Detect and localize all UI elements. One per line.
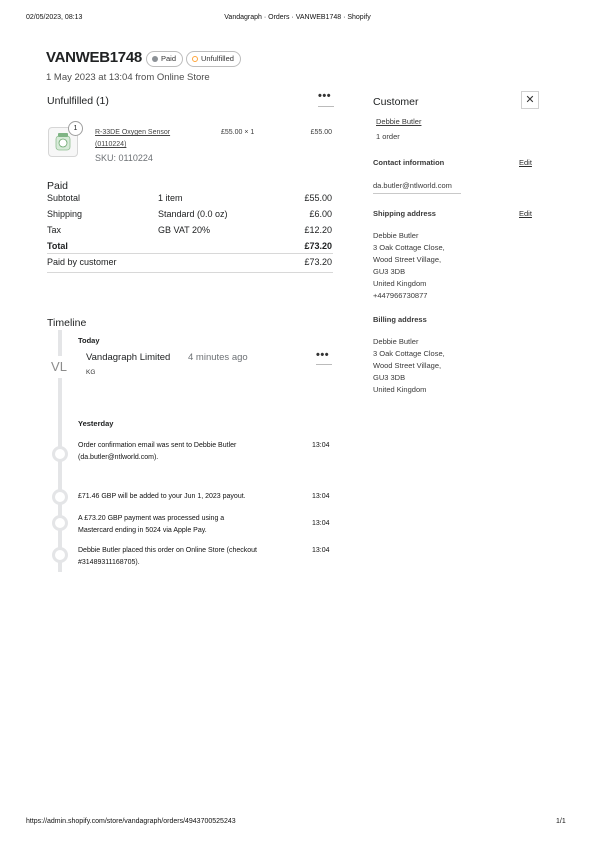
timeline-event-line2: (da.butler@ntlworld.com).: [78, 454, 159, 461]
quantity-badge: 1: [68, 121, 83, 136]
timeline-dot: [52, 515, 68, 531]
status-ring-icon: [192, 56, 198, 62]
payment-divider: [47, 253, 333, 254]
timeline-event-line1: Order confirmation email was sent to Debbie Butler: [78, 442, 237, 449]
timeline-event-time: 13:04: [312, 547, 330, 554]
billing-line: United Kingdom: [373, 385, 427, 394]
comment-time: 4 minutes ago: [188, 352, 248, 363]
fulfillment-status-label: Unfulfilled: [201, 54, 234, 63]
customer-order-count: 1 order: [376, 132, 400, 141]
order-subtitle: 1 May 2023 at 13:04 from Online Store: [46, 72, 210, 83]
timeline-event-line1: £71.46 GBP will be added to your Jun 1, 2023 payout.: [78, 493, 246, 500]
shipping-line: Wood Street Village,: [373, 255, 442, 264]
timeline-event-line1: Debbie Butler placed this order on Online Store (checkout: [78, 547, 257, 554]
timeline-event-time: 13:04: [312, 520, 330, 527]
timeline-event-line2: Mastercard ending in 5024 via Apple Pay.: [78, 527, 207, 534]
shipping-line: 3 Oak Cottage Close,: [373, 243, 445, 252]
billing-line: GU3 3DB: [373, 373, 406, 382]
product-line-total: £55.00: [310, 129, 332, 136]
print-datetime: 02/05/2023, 08:13: [26, 14, 83, 21]
billing-address-title: Billing address: [373, 315, 427, 324]
subtotal-desc: 1 item: [158, 193, 183, 203]
shipping-line: United Kingdom: [373, 279, 427, 288]
comment-author: Vandagraph Limited: [86, 352, 171, 363]
timeline-yesterday-label: Yesterday: [78, 419, 114, 428]
product-unit-price: £55.00 × 1: [221, 129, 255, 136]
shipping-amount: £6.00: [309, 209, 332, 219]
shipping-address-title: Shipping address: [373, 209, 436, 218]
product-name-link[interactable]: R-33DE Oxygen Sensor: [95, 129, 171, 136]
shipping-address-block: [373, 230, 445, 302]
contact-info-title: Contact information: [373, 158, 445, 167]
comment-more-icon[interactable]: •••: [316, 349, 330, 361]
timeline-today-label: Today: [78, 336, 100, 345]
timeline-title: Timeline: [47, 317, 87, 329]
status-dot-icon: [152, 56, 158, 62]
order-name: VANWEB1748: [46, 49, 142, 66]
billing-line: 3 Oak Cottage Close,: [373, 349, 445, 358]
payment-title: Paid: [47, 180, 69, 192]
payment-divider-bottom: [47, 272, 333, 273]
billing-line: Debbie Butler: [373, 337, 419, 346]
unfulfilled-title: Unfulfilled (1): [47, 95, 109, 107]
timeline-dot: [52, 489, 68, 505]
shipping-desc: Standard (0.0 oz): [158, 209, 228, 219]
comment-menu-underline: [316, 364, 332, 365]
subtotal-label: Subtotal: [47, 193, 81, 203]
tax-desc: GB VAT 20%: [158, 225, 211, 235]
payment-status-badge: [146, 51, 183, 67]
customer-name-link[interactable]: Debbie Butler: [376, 117, 422, 126]
paid-by-customer-label: Paid by customer: [47, 257, 117, 267]
print-url: https://admin.shopify.com/store/vandagraph/orders/4943700525243: [26, 818, 236, 825]
shipping-line: Debbie Butler: [373, 231, 419, 240]
shipping-edit-link[interactable]: Edit: [519, 209, 532, 218]
close-icon[interactable]: ✕: [521, 91, 539, 109]
total-label: Total: [47, 241, 68, 251]
timeline-dot: [52, 446, 68, 462]
paid-by-customer-amount: £73.20: [304, 257, 332, 267]
product-sku: SKU: 0110224: [95, 153, 153, 163]
total-amount: £73.20: [304, 241, 332, 251]
shipping-label: Shipping: [47, 209, 83, 219]
print-page-title: Vandagraph · Orders · VANWEB1748 · Shopify: [224, 14, 371, 21]
print-page-number: 1/1: [556, 818, 566, 825]
product-name-link-line2[interactable]: (0110224): [95, 141, 127, 148]
comment-text: KG: [86, 369, 96, 376]
timeline-event-line2: #31489311168705).: [78, 559, 140, 566]
timeline-event-line1: A £73.20 GBP payment was processed using a: [78, 515, 225, 522]
billing-line: Wood Street Village,: [373, 361, 442, 370]
tax-amount: £12.20: [304, 225, 332, 235]
timeline-event-time: 13:04: [312, 442, 330, 449]
customer-title: Customer: [373, 96, 419, 108]
subtotal-amount: £55.00: [304, 193, 332, 203]
fulfillment-status-badge: [186, 51, 241, 67]
contact-edit-link[interactable]: Edit: [519, 158, 532, 167]
tax-label: Tax: [47, 225, 62, 235]
timeline-event-time: 13:04: [312, 493, 330, 500]
billing-address-block: [373, 336, 445, 396]
menu-underline: [318, 106, 334, 107]
payment-status-label: Paid: [161, 54, 177, 63]
more-horizontal-icon[interactable]: •••: [318, 90, 332, 102]
shipping-phone: +447966730877: [373, 291, 428, 300]
shipping-line: GU3 3DB: [373, 267, 406, 276]
customer-email[interactable]: da.butler@ntlworld.com: [373, 180, 461, 194]
timeline-dot: [52, 547, 68, 563]
avatar: VL: [46, 356, 72, 378]
